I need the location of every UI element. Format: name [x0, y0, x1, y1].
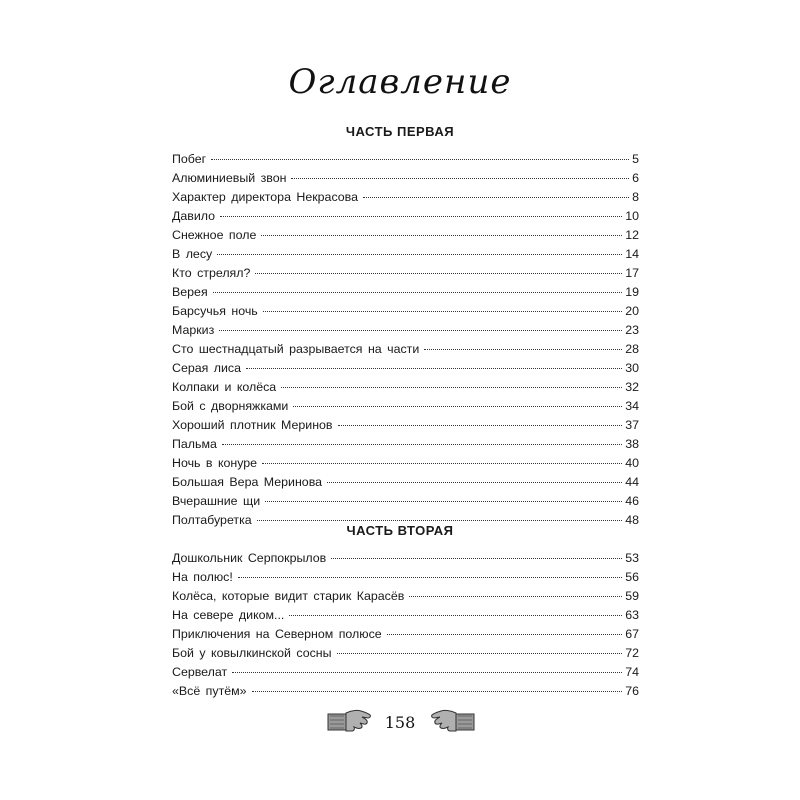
dot-leader	[363, 197, 629, 198]
toc-entry	[172, 435, 639, 454]
page-footer	[0, 704, 800, 744]
toc-entry-title: Колёса, которые видит старик Карасёв	[172, 589, 405, 603]
toc-entry	[172, 644, 639, 663]
toc-entry-page-number: 59	[625, 589, 639, 603]
toc-entry-title: Сервелат	[172, 665, 228, 679]
toc-entry	[172, 663, 639, 682]
glove-icon	[326, 704, 372, 736]
toc-entry	[172, 454, 639, 473]
dot-leader	[327, 482, 622, 483]
section-heading-part-one: ЧАСТЬ ПЕРВАЯ	[345, 124, 455, 139]
toc-entry-title: Дошкольник Серпокрылов	[172, 551, 327, 565]
toc-entry-page-number: 63	[625, 608, 639, 622]
toc-entry-title: Побег	[172, 152, 207, 166]
toc-entry	[172, 169, 639, 188]
toc-entry-title: Пальма	[172, 437, 217, 451]
toc-entry-title: Давило	[172, 209, 216, 223]
dot-leader	[219, 330, 622, 331]
toc-entry-title: Алюминиевый звон	[172, 171, 287, 185]
toc-entry-title: Характер директора Некрасова	[172, 190, 359, 204]
toc-entry-title: Верея	[172, 285, 208, 299]
toc-entry-title: «Всё путём»	[172, 684, 247, 698]
toc-entry	[172, 492, 639, 511]
toc-entry-page-number: 44	[625, 475, 639, 489]
toc-entry	[172, 340, 639, 359]
toc-entry	[172, 416, 639, 435]
toc-entry-page-number: 19	[625, 285, 639, 299]
toc-entry-page-number: 6	[632, 171, 639, 185]
dot-leader	[257, 520, 623, 521]
toc-entry-title: На севере диком...	[172, 608, 285, 622]
dot-leader	[409, 596, 622, 597]
toc-entry	[172, 473, 639, 492]
dot-leader	[331, 558, 622, 559]
dot-leader	[281, 387, 622, 388]
toc-list-part-one	[172, 150, 639, 530]
toc-entry-page-number: 67	[625, 627, 639, 641]
dot-leader	[262, 463, 622, 464]
page-number: 158	[384, 713, 416, 732]
toc-entry	[172, 264, 639, 283]
toc-entry	[172, 150, 639, 169]
dot-leader	[338, 425, 623, 426]
toc-entry	[172, 682, 639, 701]
dot-leader	[220, 216, 622, 217]
page-title: Оглавление	[288, 62, 512, 102]
toc-entry-title: Снежное поле	[172, 228, 257, 242]
toc-entry	[172, 587, 639, 606]
toc-entry	[172, 397, 639, 416]
toc-entry-page-number: 76	[625, 684, 639, 698]
dot-leader	[217, 254, 622, 255]
toc-entry-title: Хороший плотник Меринов	[172, 418, 333, 432]
toc-entry-title: Бой у ковылкинской сосны	[172, 646, 332, 660]
toc-entry	[172, 625, 639, 644]
toc-entry	[172, 302, 639, 321]
toc-entry-page-number: 12	[625, 228, 639, 242]
dot-leader	[211, 159, 629, 160]
toc-entry-title: Вчерашние щи	[172, 494, 261, 508]
toc-entry-page-number: 30	[625, 361, 639, 375]
toc-entry-title: Колпаки и колёса	[172, 380, 277, 394]
toc-entry-page-number: 34	[625, 399, 639, 413]
section-heading-part-two: ЧАСТЬ ВТОРАЯ	[346, 523, 454, 538]
dot-leader	[293, 406, 622, 407]
toc-entry	[172, 188, 639, 207]
toc-entry	[172, 549, 639, 568]
glove-icon	[430, 704, 476, 736]
toc-entry-page-number: 56	[625, 570, 639, 584]
dot-leader	[291, 178, 629, 179]
dot-leader	[255, 273, 622, 274]
toc-entry-page-number: 28	[625, 342, 639, 356]
toc-entry	[172, 378, 639, 397]
toc-entry-page-number: 53	[625, 551, 639, 565]
toc-entry-page-number: 40	[625, 456, 639, 470]
dot-leader	[222, 444, 622, 445]
toc-entry-title: Кто стрелял?	[172, 266, 251, 280]
toc-entry-page-number: 10	[625, 209, 639, 223]
dot-leader	[337, 653, 623, 654]
toc-entry	[172, 283, 639, 302]
toc-entry-page-number: 17	[625, 266, 639, 280]
toc-entry-page-number: 5	[632, 152, 639, 166]
dot-leader	[246, 368, 622, 369]
toc-entry-page-number: 38	[625, 437, 639, 451]
toc-entry-title: Полтабуретка	[172, 513, 252, 527]
dot-leader	[424, 349, 622, 350]
dot-leader	[213, 292, 623, 293]
toc-entry-page-number: 74	[625, 665, 639, 679]
toc-entry-page-number: 48	[625, 513, 639, 527]
toc-entry	[172, 245, 639, 264]
toc-entry-title: Барсучья ночь	[172, 304, 258, 318]
toc-entry-page-number: 37	[625, 418, 639, 432]
dot-leader	[263, 311, 622, 312]
toc-entry-page-number: 72	[625, 646, 639, 660]
toc-entry	[172, 606, 639, 625]
dot-leader	[387, 634, 623, 635]
toc-entry-title: Маркиз	[172, 323, 215, 337]
toc-entry-title: Серая лиса	[172, 361, 242, 375]
toc-entry	[172, 207, 639, 226]
dot-leader	[265, 501, 622, 502]
toc-list-part-two	[172, 549, 639, 701]
toc-entry-title: На полюс!	[172, 570, 233, 584]
toc-entry-title: В лесу	[172, 247, 213, 261]
toc-entry-page-number: 20	[625, 304, 639, 318]
dot-leader	[261, 235, 622, 236]
toc-entry-page-number: 23	[625, 323, 639, 337]
toc-entry	[172, 321, 639, 340]
toc-entry-page-number: 14	[625, 247, 639, 261]
dot-leader	[252, 691, 623, 692]
toc-entry	[172, 568, 639, 587]
toc-entry-page-number: 46	[625, 494, 639, 508]
toc-entry-title: Приключения на Северном полюсе	[172, 627, 382, 641]
toc-entry-page-number: 32	[625, 380, 639, 394]
dot-leader	[238, 577, 622, 578]
toc-entry-page-number: 8	[632, 190, 639, 204]
toc-entry-title: Ночь в конуре	[172, 456, 258, 470]
toc-entry-title: Сто шестнадцатый разрывается на части	[172, 342, 420, 356]
dot-leader	[232, 672, 622, 673]
dot-leader	[289, 615, 622, 616]
toc-entry-title: Большая Вера Меринова	[172, 475, 323, 489]
toc-entry	[172, 226, 639, 245]
toc-entry-title: Бой с дворняжками	[172, 399, 289, 413]
toc-entry	[172, 359, 639, 378]
